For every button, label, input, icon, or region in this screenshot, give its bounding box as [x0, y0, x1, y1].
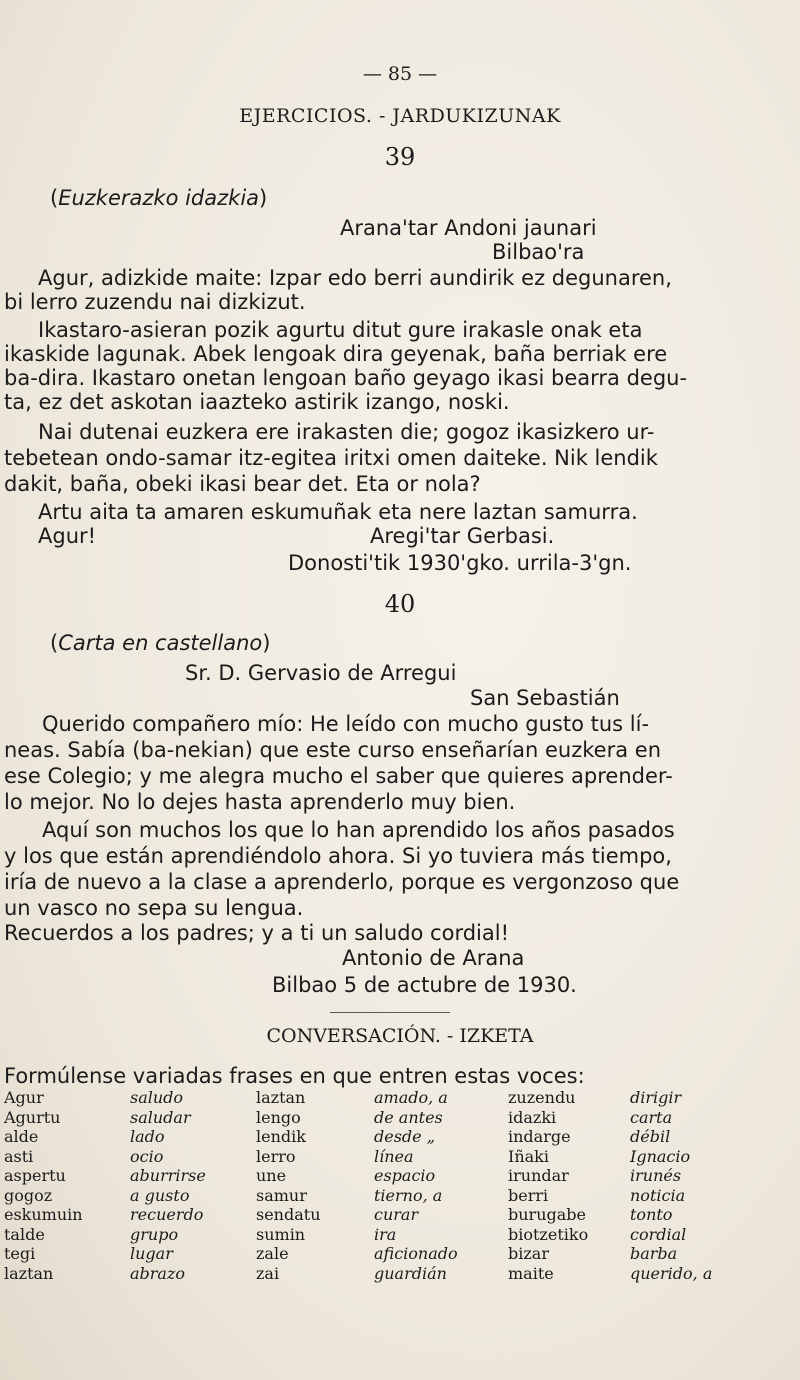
conversation-instruction: Formúlense variadas frases en que entren estas voces: [4, 1064, 585, 1088]
vocab-col3-spanish [630, 1088, 712, 1283]
vocab-word: Iñaki [508, 1146, 549, 1166]
exercise-40-line: un vasco no sepa su lengua. [4, 896, 304, 920]
vocab-word: zuzendu [508, 1088, 576, 1107]
vocab-word: dirigir [630, 1088, 682, 1107]
exercise-40-line: ese Colegio; y me alegra mucho el saber que quieres aprender- [4, 764, 673, 788]
vocab-word: aburrirse [130, 1166, 206, 1185]
exercise-39-line: Artu aita ta amaren eskumuñak eta nere laztan samurra. [38, 500, 638, 524]
vocab-word: laztan [4, 1263, 54, 1283]
vocab-word: alde [4, 1127, 39, 1146]
section-divider [330, 1012, 450, 1013]
vocab-word: irundar [508, 1166, 569, 1185]
vocab-word: aspertu [4, 1166, 66, 1185]
vocab-word: grupo [130, 1224, 179, 1244]
exercise-40-line: y los que están aprendiéndolo ahora. Si yo tuviera más tiempo, [4, 844, 672, 868]
exercise-40-line: Aquí son muchos los que lo han aprendido los años pasados [42, 818, 675, 842]
vocab-word: desde „ [374, 1127, 436, 1146]
vocab-word: indarge [508, 1127, 571, 1146]
vocab-word: de antes [374, 1107, 443, 1127]
exercise-39-line: Agur, adizkide maite: Izpar edo berri aundirik ez degunaren, [38, 266, 672, 290]
exercise-40-line: Recuerdos a los padres; y a ti un saludo cordial! [4, 921, 509, 945]
exercise-39-line: ba-dira. Ikastaro onetan lengoan baño geyago ikasi bearra degu- [4, 366, 688, 390]
vocab-word: eskumuin [4, 1205, 83, 1224]
vocab-word: berri [508, 1185, 549, 1205]
conversation-heading: CONVERSACIÓN. - IZKETA [266, 1025, 534, 1047]
vocab-word: a gusto [130, 1185, 190, 1205]
vocab-word: gogoz [4, 1185, 53, 1205]
vocab-word: tegi [4, 1244, 36, 1263]
vocab-col1-basque [4, 1088, 83, 1283]
vocab-word: noticia [630, 1185, 686, 1205]
vocab-word: querido, a [630, 1263, 713, 1283]
vocab-word: ocio [130, 1146, 164, 1166]
exercise-39-subtitle-text: Euzkerazko idazkia [58, 186, 260, 210]
exercise-39-number: 39 [384, 143, 416, 171]
vocab-word: lugar [130, 1244, 173, 1263]
exercise-40-signature: Antonio de Arana [342, 946, 525, 970]
vocab-word: recuerdo [130, 1205, 204, 1224]
exercise-40-line: Querido compañero mío: He leído con mucho gusto tus lí- [42, 712, 650, 736]
vocab-word: lado [130, 1127, 165, 1146]
exercise-39-line: ta, ez det askotan iaazteko astirik izango, noski. [4, 390, 510, 414]
exercise-39-subtitle: (Euzkerazko idazkia) [50, 186, 268, 210]
vocab-word: saludar [130, 1107, 191, 1127]
vocab-word: idazki [508, 1107, 557, 1127]
exercise-40-number: 40 [384, 590, 416, 618]
vocab-word: aficionado [374, 1244, 458, 1263]
exercise-40-line: lo mejor. No lo dejes hasta aprenderlo muy bien. [4, 790, 516, 814]
vocab-word: saludo [130, 1088, 184, 1107]
vocab-word: samur [256, 1185, 307, 1205]
exercise-40-recipient: Sr. D. Gervasio de Arregui [185, 661, 457, 685]
exercise-39-line: dakit, baña, obeki ikasi bear det. Eta or nola? [4, 472, 481, 496]
vocab-word: sendatu [256, 1205, 321, 1224]
vocab-word: zai [256, 1263, 280, 1283]
vocab-word: amado, a [374, 1088, 448, 1107]
exercise-39-closing: Agur! [38, 524, 97, 548]
vocab-col3-basque [508, 1088, 588, 1283]
exercise-39-line: Ikastaro-asieran pozik agurtu ditut gure irakasle onak eta [38, 318, 643, 342]
page-number: — 85 — [362, 63, 438, 85]
exercise-39-line: ikaskide lagunak. Abek lengoak dira geyenak, baña berriak ere [4, 342, 668, 366]
vocab-word: lerro [256, 1146, 296, 1166]
running-title: EJERCICIOS. - JARDUKIZUNAK [239, 105, 561, 127]
vocab-word: Agur [4, 1088, 44, 1107]
vocab-word: irunés [630, 1166, 682, 1185]
vocab-word: lengo [256, 1107, 301, 1127]
vocab-word: cordial [630, 1224, 687, 1244]
vocab-word: ira [374, 1224, 397, 1244]
vocab-word: abrazo [130, 1263, 186, 1283]
exercise-40-place-date: Bilbao 5 de actubre de 1930. [272, 973, 577, 997]
exercise-39-recipient-place: Bilbao'ra [492, 240, 585, 264]
exercise-39-place-date: Donosti'tik 1930'gko. urrila-3'gn. [288, 551, 632, 575]
vocab-word: maite [508, 1263, 554, 1283]
exercise-40-line: neas. Sabía (ba-nekian) que este curso enseñarían euzkera en [4, 738, 661, 762]
vocab-word: Ignacio [630, 1146, 691, 1166]
vocab-word: laztan [256, 1088, 306, 1107]
exercise-40-line: iría de nuevo a la clase a aprenderlo, porque es vergonzoso que [4, 870, 680, 894]
vocab-word: tierno, a [374, 1185, 443, 1205]
exercise-40-recipient-place: San Sebastián [470, 686, 620, 710]
vocab-word: barba [630, 1244, 678, 1263]
vocab-word: tonto [630, 1205, 673, 1224]
exercise-39-recipient: Arana'tar Andoni jaunari [340, 216, 597, 240]
vocab-col2-basque [256, 1088, 321, 1283]
vocab-word: guardián [374, 1263, 447, 1283]
exercise-40-subtitle-text: Carta en castellano [58, 631, 263, 655]
vocab-word: une [256, 1166, 287, 1185]
vocab-word: Agurtu [4, 1107, 61, 1127]
vocab-word: biotzetiko [508, 1224, 589, 1244]
vocab-word: burugabe [508, 1205, 586, 1224]
vocab-word: curar [374, 1205, 419, 1224]
vocab-word: zale [256, 1244, 289, 1263]
exercise-39-line: Nai dutenai euzkera ere irakasten die; gogoz ikasizkero ur- [38, 420, 655, 444]
vocab-word: talde [4, 1224, 45, 1244]
vocab-col1-spanish [130, 1088, 206, 1283]
vocab-word: débil [630, 1127, 671, 1146]
vocab-word: línea [374, 1146, 414, 1166]
vocab-word: lendik [256, 1127, 306, 1146]
exercise-39-line: tebetean ondo-samar itz-egitea iritxi omen daiteke. Nik lendik [4, 446, 658, 470]
vocab-col2-spanish [374, 1088, 458, 1283]
exercise-39-line: bi lerro zuzendu nai dizkizut. [4, 290, 306, 314]
exercise-39-signature: Aregi'tar Gerbasi. [370, 524, 555, 548]
vocab-word: sumin [256, 1224, 306, 1244]
vocab-word: asti [4, 1146, 34, 1166]
vocab-word: espacio [374, 1166, 436, 1185]
exercise-40-subtitle: (Carta en castellano) [50, 631, 271, 655]
vocab-word: carta [630, 1107, 673, 1127]
vocab-word: bizar [508, 1244, 549, 1263]
